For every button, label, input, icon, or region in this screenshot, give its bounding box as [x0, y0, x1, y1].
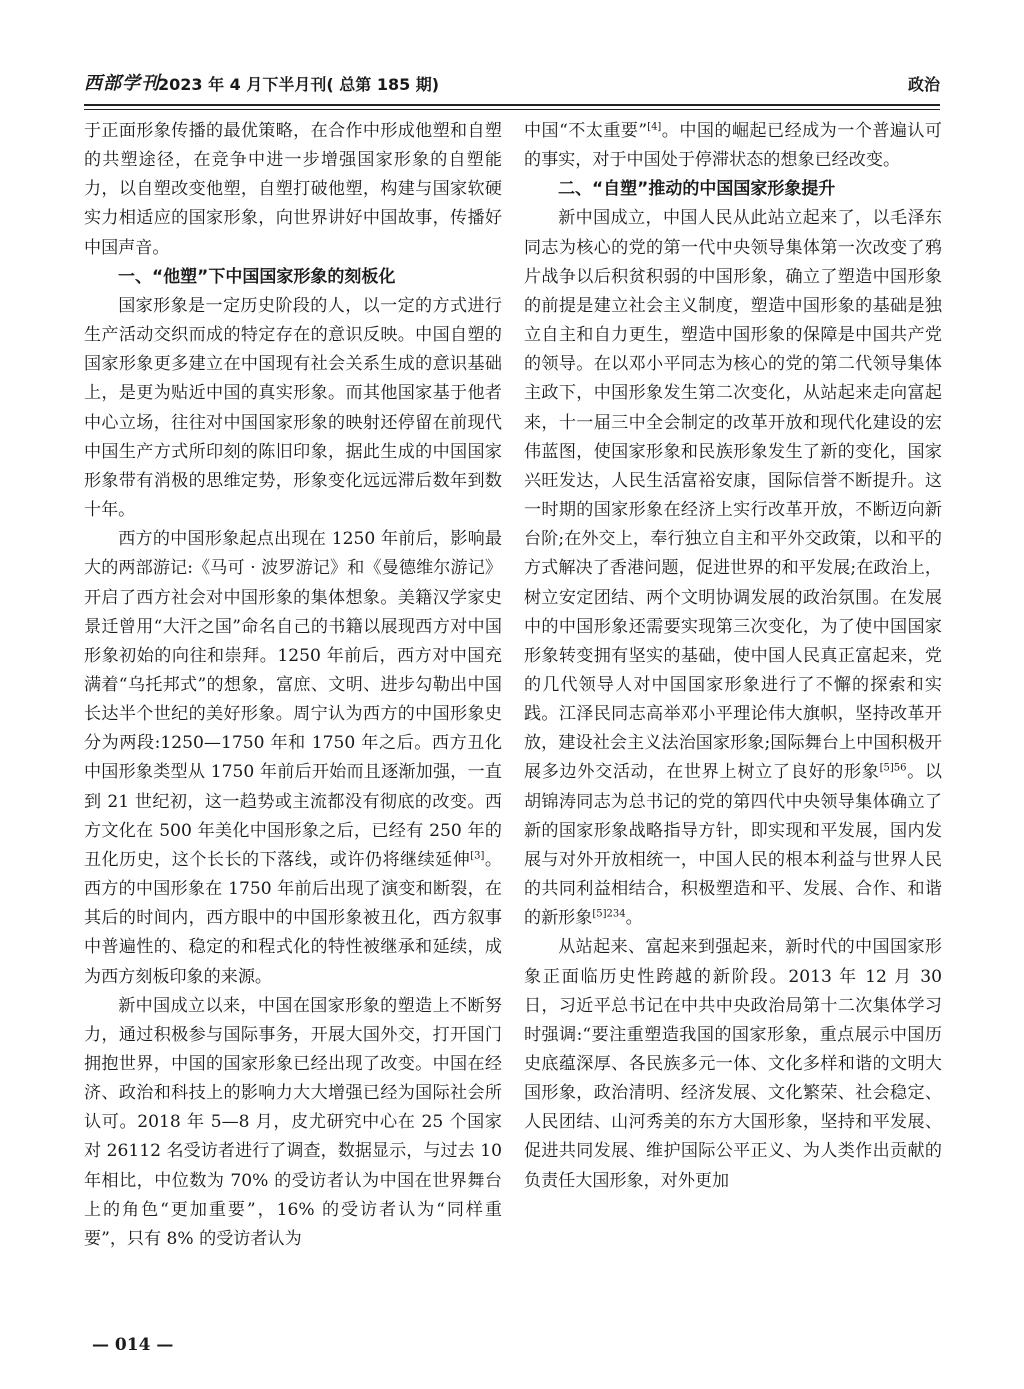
issue-info: 2023 年 4 月下半月刊( 总第 185 期) [158, 75, 440, 94]
right-column [524, 117, 942, 1196]
section-title: 政治 [907, 75, 940, 94]
journal-logo: 西部学刊 [84, 73, 160, 94]
paragraph [84, 525, 502, 992]
paragraph-text: 。 [625, 908, 643, 929]
citation-ref: [5]234 [592, 908, 626, 920]
paragraph-text: 。以胡锦涛同志为总书记的党的第四代中央领导集体确立了新的国家形象战略指导方针，即实现和平发展，国内发展与对外开放相统一，中国人民的根本利益与世界人民的共同利益相结合，积极塑造和平、发展、合作、和谐的新形象 [524, 762, 943, 929]
section-heading: 二、“自塑”推动的中国国家形象提升 [558, 179, 836, 200]
paragraph: 从站起来、富起来到强起来，新时代的中国国家形象正面临历史性跨越的新阶段。2013 年 12 月 30 日，习近平总书记在中共中央政治局第十二次集体学习时强调:“要注重塑造我国的国家形象，重点展示中国历史底蕴深厚、各民族多元一体、文化多样和谐的文明大国形象，政治清明、经济发展、文化繁荣、社会稳定、人民团结、山河秀美的东方大国形象，坚持和平发展、促进共同发展、维护国际公平正义、为人类作出贡献的负责任大国形象，对外更加 [524, 937, 942, 1191]
paragraph-text: 。中国的崛起已经成为一个普遍认可的事实，对于中国处于停滞状态的想象已经改变。 [524, 121, 942, 171]
paragraph: 国家形象是一定历史阶段的人，以一定的方式进行生产活动交织而成的特定存在的意识反映。中国自塑的国家形象更多建立在中国现有社会关系生成的意识基础上，是更为贴近中国的真实形象。而其他国家基于他者中心立场，往往对中国国家形象的映射还停留在前现代中国生产方式所印刻的陈旧印象，据此生成的中国国家形象带有消极的思维定势，形象变化远远滞后数年到数十年。 [84, 295, 502, 521]
citation-ref: [5]56 [879, 762, 907, 774]
paragraph-text: 中国“不太重要” [524, 121, 648, 141]
paragraph-text: 西方的中国形象起点出现在 1250 年前后，影响最大的两部游记:《马可 · 波罗游记》和《曼德维尔游记》开启了西方社会对中国形象的集体想象。美籍汉学家史景迁曾用“大汗之国”命名自己的书籍以展现西方对中国形象初始的向往和崇拜。1250 年前后，西方对中国充满着“乌托邦式”的想象，富庶、文明、进步勾勒出中国长达半个世纪的美好形象。周宁认为西方的中国形象史分为两段:1250—1750 年和 1750 年之后。西方丑化中国形象类型从 1750 年前后开始而且逐渐加强，一直到 21 世纪初，这一趋势或主流都没有彻底的改变。西方文化在 500 年美化中国形象之后，已经有 250 年的丑化历史，这个长长的下落线，或许仍将继续延伸 [84, 529, 502, 870]
paragraph: 于正面形象传播的最优策略，在合作中形成他塑和自塑的共塑途径，在竞争中进一步增强国家形象的自塑能力，以自塑改变他塑，自塑打破他塑，构建与国家软硬实力相适应的国家形象，向世界讲好中国故事，传播好中国声音。 [84, 121, 502, 258]
header-rule-thin [84, 109, 940, 110]
paragraph-text: 。西方的中国形象在 1750 年前后出现了演变和断裂，在其后的时间内，西方眼中的中国形象被丑化，西方叙事中普遍性的、稳定的和程式化的特性被继承和延续，成为西方刻板印象的来源。 [84, 849, 503, 987]
section-heading: 一、“他塑”下中国国家形象的刻板化 [118, 266, 396, 287]
page-number: — 014 — [92, 1335, 174, 1355]
running-header [84, 72, 940, 102]
citation-ref: [3] [470, 850, 485, 862]
paragraph [524, 204, 942, 933]
paragraph-text: 新中国成立，中国人民从此站立起来了，以毛泽东同志为核心的党的第一代中央领导集体第一次改变了鸦片战争以后积贫积弱的中国形象，确立了塑造中国形象的前提是建立社会主义制度，塑造中国形象的基础是独立自主和自力更生，塑造中国形象的保障是中国共产党的领导。在以邓小平同志为核心的党的第二代领导集体主政下，中国形象发生第二次变化，从站起来走向富起来，十一届三中全会制定的改革开放和现代化建设的宏伟蓝图，使国家形象和民族形象发生了新的变化，国家兴旺发达，人民生活富裕安康，国际信誉不断提升。这一时期的国家形象在经济上实行改革开放，不断迈向新台阶;在外交上，奉行独立自主和平外交政策，以和平的方式解决了香港问题，促进世界的和平发展;在政治上，树立安定团结、两个文明协调发展的政治氛围。在发展中的中国形象还需要实现第三次变化，为了使中国国家形象转变拥有坚实的基础，使中国人民真正富起来，党的几代领导人对中国国家形象进行了不懈的探索和实践。江泽民同志高举邓小平理论伟大旗帜，坚持改革开放，建设社会主义法治国家形象;国际舞台上中国积极开展多边外交活动，在世界上树立了良好的形象 [524, 208, 942, 783]
left-column [84, 117, 502, 1254]
citation-ref: [4] [647, 121, 662, 133]
header-rule [84, 104, 940, 106]
paragraph: 新中国成立以来，中国在国家形象的塑造上不断努力，通过积极参与国际事务，开展大国外交，打开国门拥抱世界，中国的国家形象已经出现了改变。中国在经济、政治和科技上的影响力大大增强已经为国际社会所认可。2018 年 5—8 月，皮尤研究中心在 25 个国家对 26112 名受访者进行了调查，数据显示，与过去 10 年相比，中位数为 70% 的受访者认为中国在世界舞台上的角色“更加重要”，16% 的受访者认为“同样重要”，只有 8% 的受访者认为 [84, 995, 502, 1249]
paragraph [524, 117, 942, 175]
